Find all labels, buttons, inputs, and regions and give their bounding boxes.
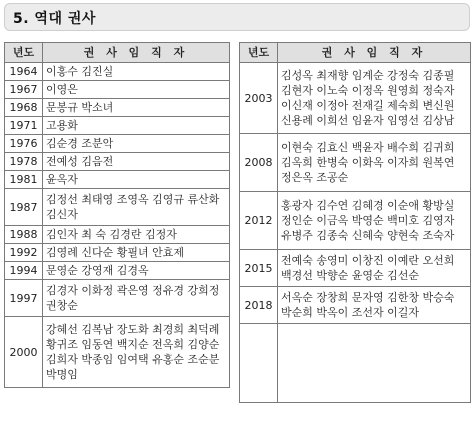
table-row xyxy=(5,280,230,317)
names-cell: 윤옥자 xyxy=(43,171,230,189)
names-cell: 전예성 김음전 xyxy=(43,153,230,171)
names-cell: 홍광자 김수연 김혜경 이순애 황방실 정인순 이금옥 박영순 백미호 김영자 유병주 김종숙 신혜숙 양현숙 조숙자 xyxy=(278,192,471,250)
year-cell: 1967 xyxy=(5,81,43,99)
names-cell xyxy=(278,324,471,403)
names-column-header: 권 사 임 직 자 xyxy=(278,43,471,63)
names-cell: 이홍수 김진실 xyxy=(43,63,230,81)
table-row xyxy=(240,192,471,250)
table-row xyxy=(5,317,230,388)
table-row xyxy=(240,134,471,192)
year-cell: 2015 xyxy=(240,250,278,287)
names-cell: 이현숙 김효신 백윤자 배수희 김귀희 김옥희 한병숙 이화옥 이자희 원복연 정은옥 조공순 xyxy=(278,134,471,192)
table-row xyxy=(240,63,471,134)
year-cell: 1994 xyxy=(5,262,43,280)
year-cell: 1987 xyxy=(5,189,43,226)
table-row xyxy=(5,99,230,117)
names-cell: 김인자 최 숙 김경란 김정자 xyxy=(43,226,230,244)
year-cell: 1981 xyxy=(5,171,43,189)
names-cell: 문영순 강영재 김경옥 xyxy=(43,262,230,280)
table-row xyxy=(5,171,230,189)
names-cell: 강혜선 김복남 장도화 최경희 최덕례 황귀조 임동연 백지순 전옥희 김양순 김희자 박종임 임여택 유홍순 조순분 박명임 xyxy=(43,317,230,388)
table-header-row xyxy=(5,43,230,63)
names-cell: 서옥순 장창희 문자영 김한창 박승숙 박순희 박옥이 조선자 이길자 xyxy=(278,287,471,324)
year-cell: 1988 xyxy=(5,226,43,244)
year-cell: 1997 xyxy=(5,280,43,317)
table-row xyxy=(5,135,230,153)
year-cell: 2003 xyxy=(240,63,278,134)
table-row xyxy=(240,287,471,324)
names-cell: 문봉규 박소녀 xyxy=(43,99,230,117)
table-row xyxy=(5,81,230,99)
names-cell: 김순경 조분악 xyxy=(43,135,230,153)
names-cell: 고용화 xyxy=(43,117,230,135)
year-cell: 1964 xyxy=(5,63,43,81)
year-cell: 1968 xyxy=(5,99,43,117)
table-row xyxy=(5,226,230,244)
year-column-header: 년도 xyxy=(5,43,43,63)
table-row xyxy=(240,250,471,287)
section-title-bar xyxy=(4,3,470,31)
table-row xyxy=(5,117,230,135)
year-cell xyxy=(240,324,278,403)
table-row xyxy=(5,63,230,81)
year-column-header: 년도 xyxy=(240,43,278,63)
section-title: 5. 역대 권사 xyxy=(13,11,96,27)
year-cell: 2018 xyxy=(240,287,278,324)
table-row xyxy=(5,244,230,262)
table-row xyxy=(5,262,230,280)
left-officers-table xyxy=(4,42,230,388)
year-cell: 2000 xyxy=(5,317,43,388)
table-row xyxy=(5,189,230,226)
year-cell: 1971 xyxy=(5,117,43,135)
names-cell: 김영례 신다순 황필녀 안효제 xyxy=(43,244,230,262)
year-cell: 1976 xyxy=(5,135,43,153)
year-cell: 2008 xyxy=(240,134,278,192)
names-column-header: 권 사 임 직 자 xyxy=(43,43,230,63)
names-cell: 이영은 xyxy=(43,81,230,99)
names-cell: 김성옥 최재향 임계순 강정숙 김종필 김현자 이노숙 이정옥 원영희 정숙자 이신재 이정아 전재길 제숙희 변신원 신용례 이희선 임윤자 임영선 김상남 xyxy=(278,63,471,134)
year-cell: 1992 xyxy=(5,244,43,262)
right-officers-table xyxy=(239,42,471,403)
table-row xyxy=(5,153,230,171)
table-header-row xyxy=(240,43,471,63)
empty-table-row xyxy=(240,324,471,403)
year-cell: 1978 xyxy=(5,153,43,171)
names-cell: 김경자 이화정 곽은영 정유경 강희정 권창순 xyxy=(43,280,230,317)
names-cell: 전예숙 송영미 이창진 이예란 오선희 백경선 박향순 윤영순 김선순 xyxy=(278,250,471,287)
year-cell: 2012 xyxy=(240,192,278,250)
names-cell: 김정선 최태영 조영옥 김영규 류산화 김신자 xyxy=(43,189,230,226)
